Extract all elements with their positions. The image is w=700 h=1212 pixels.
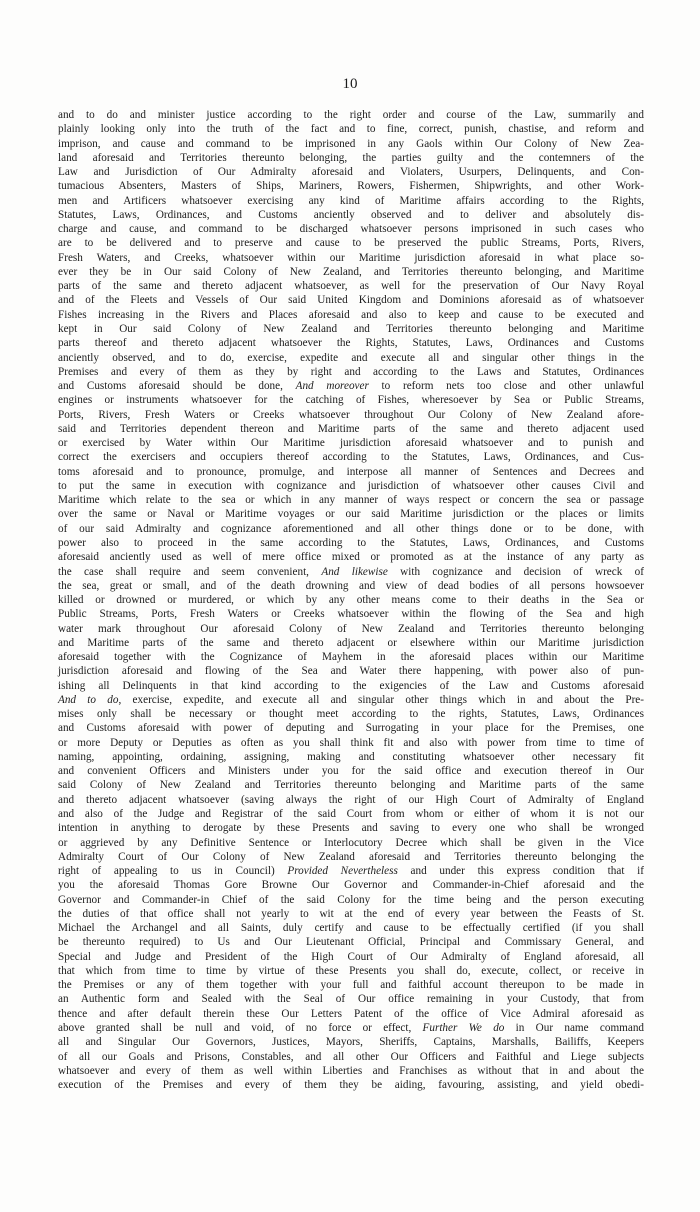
text-segment: or exercised by Water within Our Maritime jurisdiction aforesaid whatsoever and to punish and bbox=[58, 437, 644, 450]
text-segment: Fresh Waters, and Creeks, whatsoever within our Maritime jurisdiction aforesaid in what place so- bbox=[58, 251, 644, 264]
text-segment: aforesaid together with the Cognizance of Mayhem in the aforesaid places within our Maritime bbox=[58, 651, 644, 664]
text-segment: imprison, and cause and command to be imprisoned in any Gaols within Our Colony of New Zea- bbox=[58, 137, 644, 150]
text-segment: correct the exercisers and occupiers thereof according to the Statutes, Laws, Ordinances, and Cus- bbox=[58, 451, 644, 464]
text-line bbox=[58, 1064, 644, 1078]
text-line bbox=[58, 236, 644, 250]
text-line bbox=[58, 122, 644, 136]
text-line bbox=[58, 336, 644, 350]
text-segment: said Colony of New Zealand and Territories thereunto belonging and Maritime parts of the same bbox=[58, 779, 644, 792]
text-line bbox=[58, 793, 644, 807]
text-line bbox=[58, 622, 644, 636]
text-line bbox=[58, 964, 644, 978]
text-segment: Ports, Rivers, Fresh Waters or Creeks whatsoever throughout Our Colony of New Zealand afore- bbox=[58, 408, 644, 421]
text-line bbox=[58, 536, 644, 550]
text-line bbox=[58, 935, 644, 949]
text-line bbox=[58, 636, 644, 650]
text-segment: and also of the Judge and Registrar of the said Court from whom or either of whom it is not our bbox=[58, 808, 644, 821]
italic-phrase: And moreover bbox=[295, 380, 369, 393]
text-segment: mises only shall be necessary or thought meet according to the rights, Statutes, Laws, Ordinances bbox=[58, 708, 644, 721]
text-line bbox=[58, 864, 644, 878]
text-line bbox=[58, 1035, 644, 1049]
text-line bbox=[58, 393, 644, 407]
text-segment: ever they be in Our said Colony of New Zealand, and Territories thereunto belonging, and Maritime bbox=[58, 265, 644, 278]
text-segment: or more Deputy or Deputies as often as you shall think fit and also with power from time to time of bbox=[58, 736, 644, 749]
text-line bbox=[58, 436, 644, 450]
text-line bbox=[58, 878, 644, 892]
text-segment: or aggrieved by any Definitive Sentence or Interlocutory Decree which shall be given in the Vice bbox=[58, 836, 644, 849]
italic-phrase: Provided Nevertheless bbox=[287, 865, 398, 878]
text-line bbox=[58, 1078, 644, 1092]
text-segment: naming, appointing, ordaining, assigning, making and constituting whatsoever other necessary fit bbox=[58, 750, 644, 763]
text-segment: plainly looking only into the truth of the fact and to fine, correct, punish, chastise, and reform and bbox=[58, 123, 644, 136]
text-line bbox=[58, 821, 644, 835]
text-segment: whatsoever and every of them as well within Liberties and Franchises as without that in and about the bbox=[58, 1064, 644, 1077]
text-line bbox=[58, 750, 644, 764]
text-segment: toms aforesaid and to pronounce, promulge, and interpose all manner of Sentences and Decrees and bbox=[58, 465, 644, 478]
text-line bbox=[58, 365, 644, 379]
text-line bbox=[58, 836, 644, 850]
text-segment: right of appealing to us in Council) bbox=[58, 865, 288, 878]
text-segment: Fishes increasing in the Rivers and Places aforesaid and also to keep and cause to be executed and bbox=[58, 308, 644, 321]
text-line bbox=[58, 194, 644, 208]
text-line bbox=[58, 1050, 644, 1064]
text-segment: Statutes, Laws, Ordinances, and Customs anciently observed and to deliver and absolutely dis- bbox=[58, 208, 644, 221]
text-line bbox=[58, 593, 644, 607]
text-segment: Governor and Commander-in Chief of the said Colony for the time being and the person executing bbox=[58, 893, 644, 906]
text-segment: the Premises or any of them together with your full and faithful account thereupon to be made in bbox=[58, 979, 644, 992]
text-line bbox=[58, 293, 644, 307]
text-segment: men and Artificers whatsoever exercising any kind of Maritime affairs according to the Rights, bbox=[58, 194, 644, 207]
text-segment: that which from time to time by virtue of these Presents you shall do, execute, collect, or receive in bbox=[58, 964, 644, 977]
text-line bbox=[58, 736, 644, 750]
text-line bbox=[58, 893, 644, 907]
text-segment: in Our name command bbox=[504, 1022, 645, 1034]
text-segment: execution of the Premises and every of them they be aiding, favouring, assisting, and yield obedi- bbox=[58, 1079, 644, 1092]
text-line bbox=[58, 522, 644, 536]
text-segment: to put the same in execution with cognizance and jurisdiction of whatsoever other causes Civil and bbox=[58, 479, 644, 492]
text-segment: intention in anything to derogate by these Presents and saving to every one who shall be wronged bbox=[58, 822, 644, 835]
text-line bbox=[58, 379, 644, 393]
text-segment: parts of the same and thereto adjacent whatsoever, as well for the preservation of Our Navy Royal bbox=[58, 280, 644, 293]
italic-phrase: Further We do bbox=[422, 1022, 505, 1034]
text-segment: be thereunto required) to Us and Our Lieutenant Official, Principal and Commissary General, and bbox=[58, 936, 644, 949]
text-line bbox=[58, 408, 644, 422]
text-segment: Law and Jurisdiction of Our Admiralty aforesaid and Violaters, Usurpers, Delinquents, and Con- bbox=[58, 166, 644, 179]
text-segment: and of the Fleets and Vessels of Our said United Kingdom and Dominions aforesaid as of whatsoever bbox=[58, 294, 644, 307]
text-segment: ishing all Delinquents in that kind according to the exigencies of the Law and Customs aforesaid bbox=[58, 679, 644, 692]
text-line bbox=[58, 1007, 644, 1021]
text-segment: with cognizance and decision of wreck of bbox=[387, 565, 645, 578]
text-line bbox=[58, 664, 644, 678]
text-segment: over the same or Naval or Maritime voyages or our said Maritime jurisdiction or the places or limits bbox=[58, 508, 644, 521]
text-line bbox=[58, 479, 644, 493]
text-line bbox=[58, 493, 644, 507]
text-line bbox=[58, 108, 644, 122]
page-number: 10 bbox=[342, 76, 358, 92]
text-line bbox=[58, 151, 644, 165]
body-text bbox=[58, 108, 644, 1092]
text-segment: and Maritime parts of the same and thereto adjacent or elsewhere within our Maritime jurisdiction bbox=[58, 636, 644, 649]
text-line bbox=[58, 450, 644, 464]
text-segment: anciently observed, and to do, exercise, expedite and execute all and singular other things in the bbox=[58, 351, 644, 364]
text-segment: water mark throughout Our aforesaid Colony of New Zealand and Territories thereunto belonging bbox=[58, 622, 644, 635]
text-segment: tumacious Absenters, Masters of Ships, Mariners, Rowers, Fishermen, Shipwrights, and other Work- bbox=[58, 180, 644, 193]
text-segment: Maritime which relate to the sea or which in any manner of ways respect or concern the sea or passage bbox=[58, 494, 644, 507]
text-segment: Michael the Archangel and all Saints, duly certify and cause to be effectually certified (if you shall bbox=[58, 922, 644, 935]
text-segment: land aforesaid and Territories thereunto belonging, the parties guilty and the contemners of the bbox=[58, 151, 644, 164]
text-line bbox=[58, 179, 644, 193]
text-line bbox=[58, 679, 644, 693]
text-segment: kept in Our said Colony of New Zealand and Territories thereunto belonging and Maritime bbox=[58, 322, 644, 335]
text-segment: Special and Judge and President of the High Court of Our Admiralty of England aforesaid, all bbox=[58, 950, 644, 963]
text-line bbox=[58, 607, 644, 621]
text-line bbox=[58, 721, 644, 735]
text-line bbox=[58, 137, 644, 151]
text-line bbox=[58, 251, 644, 265]
text-line bbox=[58, 550, 644, 564]
text-segment: and to do and minister justice according to the right order and course of the Law, summarily and bbox=[58, 109, 644, 121]
text-segment: all and Singular Our Governors, Justices, Mayors, Sheriffs, Captains, Marshalls, Bailiffs, Keepers bbox=[58, 1036, 644, 1049]
text-line bbox=[58, 650, 644, 664]
text-segment: jurisdiction aforesaid and flowing of the Sea and Water there happening, with power also of pun- bbox=[58, 665, 644, 678]
text-line bbox=[58, 265, 644, 279]
text-line bbox=[58, 208, 644, 222]
text-line bbox=[58, 322, 644, 336]
text-segment: power also to proceed in the same according to the Statutes, Laws, Ordinances, and Customs bbox=[58, 536, 644, 549]
text-line bbox=[58, 565, 644, 579]
text-line bbox=[58, 165, 644, 179]
text-segment: killed or drowned or murdered, or which by any other means come to their deaths in the Sea or bbox=[58, 594, 644, 607]
text-line bbox=[58, 351, 644, 365]
text-line bbox=[58, 222, 644, 236]
text-line bbox=[58, 465, 644, 479]
text-line bbox=[58, 921, 644, 935]
text-segment: aforesaid anciently used as well of mere office mixed or promoted as at the instance of any party as bbox=[58, 551, 644, 564]
text-segment: and thereto adjacent whatsoever (saving always the right of our High Court of Admiralty of England bbox=[58, 793, 644, 806]
text-segment: parts thereof and thereto adjacent whatsoever the Rights, Statutes, Laws, Ordinances and Customs bbox=[58, 337, 644, 350]
text-line bbox=[58, 992, 644, 1006]
italic-phrase: And to do bbox=[58, 693, 119, 706]
text-line bbox=[58, 778, 644, 792]
text-segment: above granted shall be null and void, of no force or effect, bbox=[58, 1022, 423, 1034]
text-segment: Premises and every of them as they by right and according to the Laws and Statutes, Ordinances bbox=[58, 365, 644, 378]
text-segment: and Customs aforesaid should be done, bbox=[58, 380, 296, 393]
text-segment: of all our Goals and Prisons, Constables, and all other Our Officers and Faithful and Liege subjects bbox=[58, 1050, 644, 1063]
text-segment: said and Territories dependent thereon and Maritime parts of the same and thereto adjacent used bbox=[58, 422, 644, 435]
text-segment: of our said Admiralty and cognizance aforementioned and all other things done or to be done, with bbox=[58, 522, 644, 535]
text-line bbox=[58, 579, 644, 593]
text-line bbox=[58, 978, 644, 992]
text-segment: the sea, great or small, and of the death drowning and view of dead bodies of all persons howsoever bbox=[58, 579, 644, 592]
text-segment: you the aforesaid Thomas Gore Browne Our Governor and Commander-in-Chief aforesaid and the bbox=[58, 879, 644, 892]
text-line bbox=[58, 1021, 644, 1035]
text-segment: an Authentic form and Sealed with the Seal of Our office remaining in your Custody, that from bbox=[58, 993, 644, 1006]
text-line bbox=[58, 764, 644, 778]
italic-phrase: And likewise bbox=[321, 565, 388, 578]
text-line bbox=[58, 707, 644, 721]
text-segment: thence and after default therein these Our Letters Patent of the office of Vice Admiral aforesaid as bbox=[58, 1007, 644, 1020]
text-segment: engines or instruments whatsoever for the catching of Fishes, wheresoever by Sea or Public Streams, bbox=[58, 394, 644, 407]
text-line bbox=[58, 279, 644, 293]
text-segment: are to be delivered and to preserve and cause to be preserved the public Streams, Ports, Rivers, bbox=[58, 237, 644, 250]
text-line bbox=[58, 507, 644, 521]
text-line bbox=[58, 907, 644, 921]
text-segment: to reform nets too close and other unlawful bbox=[368, 380, 644, 393]
text-line bbox=[58, 850, 644, 864]
text-segment: the duties of that office shall not yearly to wit at the end of every year between the Feasts of St. bbox=[58, 907, 644, 920]
text-line bbox=[58, 693, 644, 707]
text-segment: and Customs aforesaid with power of deputing and Surrogating in your place for the Premises, one bbox=[58, 722, 644, 735]
text-segment: charge and cause, and command to be discharged whatsoever persons imprisoned in such cases who bbox=[58, 223, 644, 236]
text-line bbox=[58, 422, 644, 436]
text-line bbox=[58, 950, 644, 964]
text-line bbox=[58, 308, 644, 322]
text-segment: and convenient Officers and Ministers under you for the said office and execution thereof in Our bbox=[58, 765, 644, 778]
text-line bbox=[58, 807, 644, 821]
text-segment: , exercise, expedite, and execute all and singular other things which in and about the Pre- bbox=[118, 693, 645, 706]
text-segment: the case shall require and seem convenient, bbox=[58, 565, 322, 578]
text-segment: Admiralty Court of Our Colony of New Zealand aforesaid and Territories thereunto belonging the bbox=[58, 850, 644, 863]
text-segment: and under this express condition that if bbox=[397, 865, 644, 878]
text-segment: Public Streams, Ports, Fresh Waters or Creeks whatsoever within the flowing of the Sea and high bbox=[58, 608, 644, 621]
